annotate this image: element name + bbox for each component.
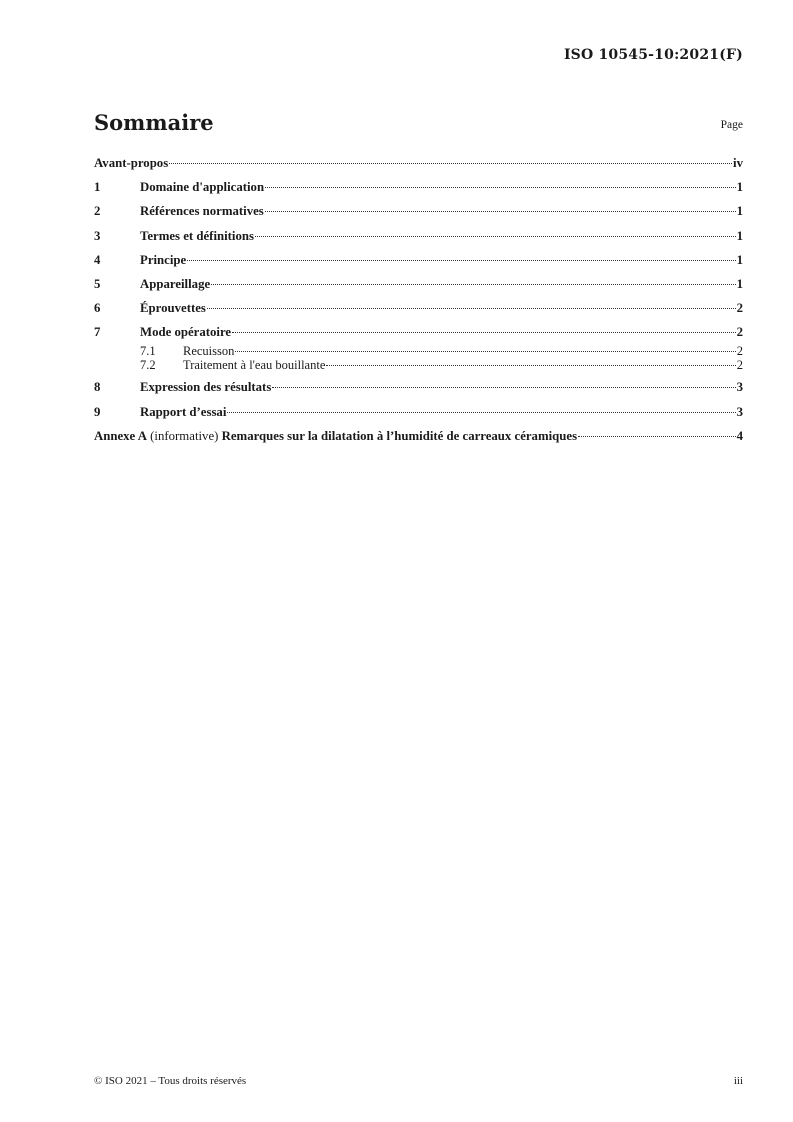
toc-entry-2[interactable]: [94, 204, 743, 222]
toc-subentry-page: 2: [736, 344, 743, 359]
toc-entry-number: 6: [94, 301, 101, 316]
toc-entry-page: 1: [736, 276, 743, 291]
toc-entry-annex-a[interactable]: [94, 429, 743, 447]
toc-entry-3[interactable]: [94, 229, 743, 247]
toc-entry-page: 3: [736, 404, 743, 419]
toc-entry-number: 2: [94, 204, 101, 219]
toc-entry-6[interactable]: [94, 301, 743, 319]
dot-leader: [187, 260, 735, 261]
toc-entry-page: 2: [736, 325, 743, 340]
toc-entry-1[interactable]: [94, 180, 743, 198]
dot-leader: [265, 211, 736, 212]
toc-entry-page: 4: [736, 428, 743, 443]
toc-entry-title: Domaine d'application: [140, 180, 265, 195]
toc-entry-number: 7: [94, 325, 101, 340]
toc-entry-title: Avant-propos: [94, 156, 169, 170]
document-identifier: ISO 10545-10:2021(F): [563, 47, 743, 63]
toc-entry-page: 1: [736, 252, 743, 267]
page-column-label: Page: [720, 119, 743, 131]
toc-subentry-number: 7.2: [140, 357, 156, 372]
toc-entry-page: 1: [736, 204, 743, 219]
dot-leader: [211, 284, 735, 285]
toc-entry-number: 5: [94, 276, 101, 291]
toc-entry-page: 1: [736, 228, 743, 243]
toc-entry-number: 9: [94, 404, 101, 419]
dot-leader: [272, 387, 735, 388]
dot-leader: [169, 163, 732, 164]
toc-entry-page: 1: [736, 180, 743, 195]
dot-leader: [326, 365, 735, 366]
footer-page-number: iii: [733, 1075, 743, 1087]
toc-entry-foreword[interactable]: [94, 156, 743, 174]
toc-entry-5[interactable]: [94, 277, 743, 295]
toc-entry-title: Expression des résultats: [140, 380, 272, 395]
toc-entry-9[interactable]: [94, 405, 743, 423]
toc-subentry-title: Recuisson: [183, 344, 235, 359]
toc-entry-title: Éprouvettes: [140, 301, 206, 316]
toc-entry-number: 3: [94, 228, 101, 243]
dot-leader: [578, 436, 736, 437]
toc-subentry-title: Traitement à l'eau bouillante: [183, 357, 326, 372]
toc-entry-title: Rapport d’essai: [140, 404, 227, 419]
toc-entry-title: Références normatives: [140, 204, 264, 219]
toc-entry-page: iv: [733, 156, 743, 170]
dot-leader: [265, 187, 736, 188]
toc-entry-number: 8: [94, 380, 101, 395]
toc-entry-title: Principe: [140, 252, 187, 267]
dot-leader: [207, 308, 736, 309]
annex-label: Annexe A: [94, 428, 147, 443]
toc-entry-7[interactable]: [94, 325, 743, 343]
toc-entry-4[interactable]: [94, 253, 743, 271]
toc-subentry-7-1[interactable]: [94, 344, 743, 358]
toc-entry-page: 3: [736, 380, 743, 395]
toc-entry-title: Appareillage: [140, 276, 211, 291]
toc-entry-number: 4: [94, 252, 101, 267]
dot-leader: [227, 412, 735, 413]
toc-entry-title: Mode opératoire: [140, 325, 232, 340]
dot-leader: [235, 351, 735, 352]
toc-entry-8[interactable]: [94, 380, 743, 398]
dot-leader: [255, 236, 736, 237]
annex-qualifier: (informative): [150, 428, 219, 443]
toc-subentry-page: 2: [736, 357, 743, 372]
toc-entry-number: 1: [94, 180, 101, 195]
toc-subentry-7-2[interactable]: [94, 358, 743, 372]
annex-title: Remarques sur la dilatation à l’humidité de carreaux céramiques: [221, 428, 578, 443]
dot-leader: [232, 332, 736, 333]
toc-subentry-number: 7.1: [140, 344, 156, 359]
toc-title: Sommaire: [94, 110, 214, 135]
footer-copyright: © ISO 2021 – Tous droits réservés: [94, 1075, 247, 1087]
toc-entry-title: Termes et définitions: [140, 228, 254, 243]
table-of-contents: [94, 156, 743, 453]
toc-entry-page: 2: [736, 301, 743, 316]
